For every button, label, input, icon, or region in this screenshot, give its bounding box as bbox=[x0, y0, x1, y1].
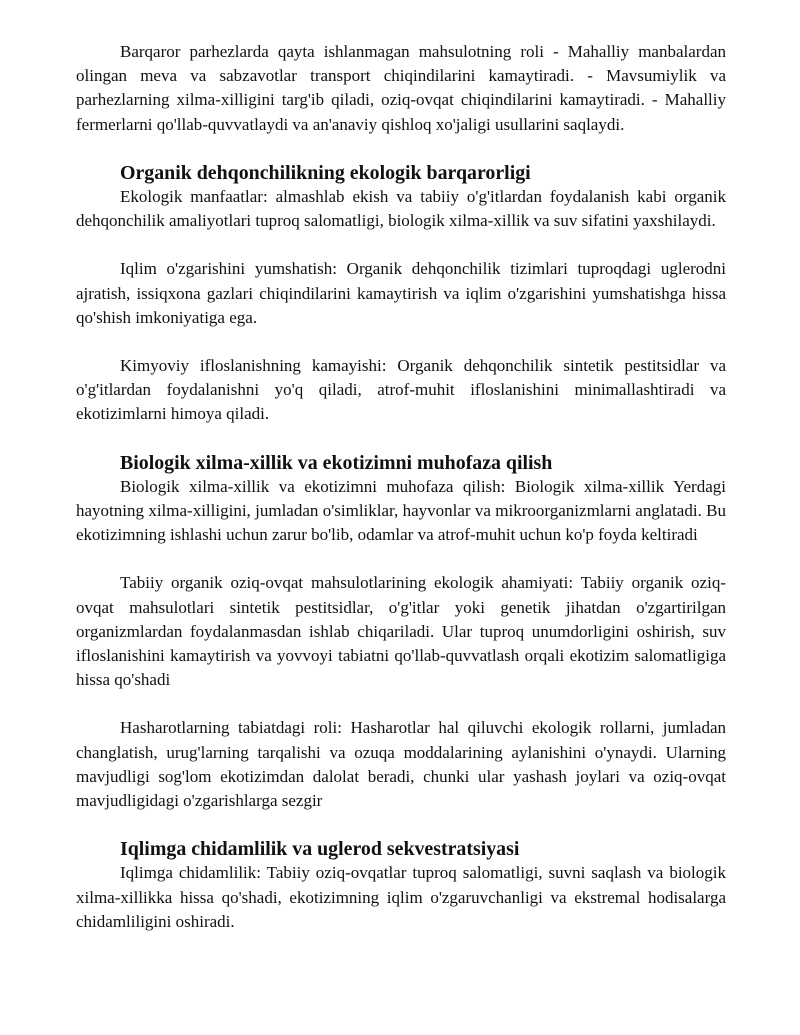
document-page bbox=[76, 40, 726, 934]
paragraph-local-produce: Barqaror parhezlarda qayta ishlanmagan mahsulotning roli - Mahalliy manbalardan olingan meva va sabzavotlar transport chiqindilarini kamaytiradi. - Mavsumiylik va parhezlarning xilma-xilligini targ'ib qiladi, oziq-ovqat chiqindilarini kamaytiradi. - Mahalliy fermerlarni qo'llab-quvvatlaydi va an'anaviy qishloq xo'jaligi usullarini saqlaydi. bbox=[76, 42, 726, 134]
paragraph-insects-role: Hasharotlarning tabiatdagi roli: Hasharotlar hal qiluvchi ekologik rollarni, jumladan changlatish, urug'larning tarqalishi va ozuqa moddalarining aylanishini o'ynaydi. Ularning mavjudligi sog'lom ekotizimdan dalolat beradi, chunki ular yashash joylari va oziq-ovqat mavjudligidagi o'zgarishlarga sezgir bbox=[76, 718, 726, 811]
heading-biodiversity: Biologik xilma-xillik va ekotizimni muhofaza qilish bbox=[120, 451, 553, 474]
paragraph-climate-resilience: Iqlimga chidamlilik: Tabiiy oziq-ovqatlar tuproq salomatligi, suvni saqlash va biologik xilma-xillikka hissa qo'shadi, ekotizimning iqlim o'zgaruvchanligi va ekstremal hodisalarga chidamliligini oshiradi. bbox=[76, 863, 726, 931]
heading-climate-resilience: Iqlimga chidamlilik va uglerod sekvestratsiyasi bbox=[120, 838, 520, 861]
heading-organic-farming: Organik dehqonchilikning ekologik barqarorligi bbox=[120, 161, 531, 184]
paragraph-biodiversity: Biologik xilma-xillik va ekotizimni muhofaza qilish: Biologik xilma-xillik Yerdagi hayotning xilma-xilligini, jumladan o'simliklar, hayvonlar va mikroorganizmlarni anglatadi. Bu ekotizimning ishlashi uchun zarur bo'lib, odamlar va atrof-muhit uchun ko'p foyda keltiradi bbox=[76, 476, 726, 545]
paragraph-organic-food-importance: Tabiiy organik oziq-ovqat mahsulotlarining ekologik ahamiyati: Tabiiy organik oziq-ovqat mahsulotlari sintetik pestitsidlar, o'g'itlar yoki genetik jihatdan o'zgartirilgan organizmlardan foydalanmasdan ishlab chiqariladi. Ular tuproq unumdorligini oshirish, suv ifloslanishini kamaytirish va yovvoyi tabiatni qo'llab-quvvatlash orqali ekotizim salomatligiga hissa qo'shadi bbox=[76, 573, 726, 690]
paragraph-chemical-pollution: Kimyoviy ifloslanishning kamayishi: Organik dehqonchilik sintetik pestitsidlar va o'g'itlardan foydalanishni yo'q qiladi, atrof-muhit ifloslanishini minimallashtiradi va ekotizimlarni himoya qiladi. bbox=[76, 356, 726, 424]
paragraph-ecological-benefits: Ekologik manfaatlar: almashlab ekish va tabiiy o'g'itlardan foydalanish kabi organik dehqonchilik amaliyotlari tuproq salomatligi, biologik xilma-xillik va suv sifatini yaxshilaydi. bbox=[76, 187, 726, 231]
paragraph-climate-mitigation: Iqlim o'zgarishini yumshatish: Organik dehqonchilik tizimlari tuproqdagi uglerodni ajratish, issiqxona gazlari chiqindilarini kamaytirish va iqlim o'zgarishini yumshatishga hissa qo'shish imkoniyatiga ega. bbox=[76, 259, 726, 327]
